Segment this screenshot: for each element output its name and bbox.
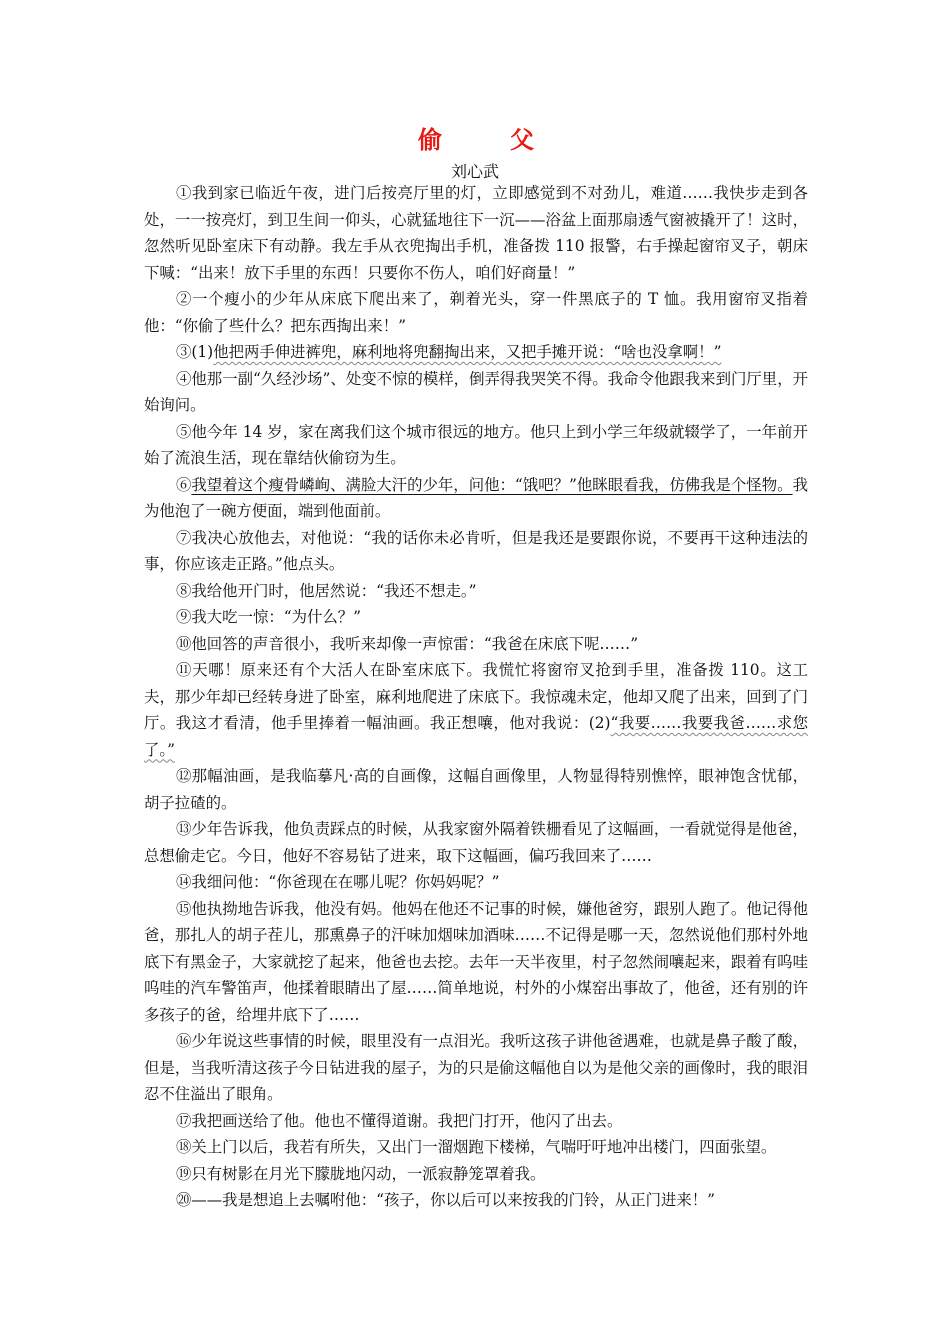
paragraph-2: ②一个瘦小的少年从床底下爬出来了，剃着光头，穿一件黑底子的 T 恤。我用窗帘叉指着他：“你偷了些什么？把东西掏出来！” <box>144 290 808 335</box>
paragraph-4: ④他那一副“久经沙场”、处变不惊的模样，倒弄得我哭笑不得。我命令他跟我来到门厅里，开始询问。 <box>144 369 808 414</box>
paragraph-7: ⑦我决心放他去，对他说：“我的话你未必肯听，但是我还是要跟你说，不要再干这种违法的事，你应该走正路。”他点头。 <box>144 528 808 573</box>
paragraph-14: ⑭我细问他：“你爸现在在哪儿呢？你妈妈呢？” <box>176 873 500 891</box>
paragraph-17: ⑰我把画送给了他。他也不懂得道谢。我把门打开，他闪了出去。 <box>176 1111 623 1130</box>
paragraph-6 <box>144 472 808 525</box>
underlined-sentence: 我望着这个瘦骨嶙峋、满脸大汗的少年，问他：“饿吧？”他眯眼看我，仿佛我是个怪物。 <box>191 475 793 494</box>
paragraph-6-rest: 我为他泡了一碗方便面，端到他面前。 <box>144 475 808 520</box>
paragraph-3 <box>144 339 808 366</box>
article-body <box>144 180 808 1214</box>
paragraph-10: ⑩他回答的声音很小，我听来却像一声惊雷：“我爸在床底下呢……” <box>176 634 639 653</box>
paragraph-19: ⑲只有树影在月光下朦胧地闪动，一派寂静笼罩着我。 <box>176 1164 546 1183</box>
paragraph-15: ⑮他执拗地告诉我，他没有妈。他妈在他还不记事的时候，嫌他爸穷，跟别人跑了。他记得他爸，那扎人的胡子茬儿，那熏鼻子的汗味加烟味加酒味……不记得是哪一天，忽然说他们那村外地底下有黑金子，大家就挖了起来，他爸也去挖。去年一天半夜里，村子忽然闹嚷起来，跟着有呜哇呜哇的汽车警笛声，他揉着眼睛出了屋……简单地说，村外的小煤窑出事故了，他爸，还有别的许多孩子的爸，给埋井底下了…… <box>144 899 808 1024</box>
paragraph-18: ⑱关上门以后，我若有所失，又出门一溜烟跑下楼梯，气喘吁吁地冲出楼门，四面张望。 <box>176 1138 777 1156</box>
paragraph-3-prefix: ③(1) <box>176 343 214 361</box>
article-author: 刘心武 <box>450 162 499 181</box>
paragraph-11-text: ⑪天哪！原来还有个大活人在卧室床底下。我慌忙将窗帘叉抢到手里，准备拨 110。这工夫，那少年却已经转身进了卧室，麻利地爬进了床底下。我惊魂未定，他却又爬了出来，回到了门厅。我这才看清，他手里捧着一幅油画。我正想嚷，他对我说：(2) <box>144 661 808 732</box>
paragraph-8: ⑧我给他开门时，他居然说：“我还不想走。” <box>176 581 477 600</box>
paragraph-5: ⑤他今年 14 岁，家在离我们这个城市很远的地方。他只上到小学三年级就辍学了，一年前开始了流浪生活，现在靠结伙偷窃为生。 <box>144 422 808 467</box>
paragraph-11 <box>144 657 808 763</box>
paragraph-20: ⑳——我是想追上去嘱咐他：“孩子，你以后可以来按我的门铃，从正门进来！” <box>176 1191 716 1209</box>
paragraph-6-prefix: ⑥ <box>176 475 192 494</box>
paragraph-13: ⑬少年告诉我，他负责踩点的时候，从我家窗外隔着铁栅看见了这幅画，一看就觉得是他爸，总想偷走它。今日，他好不容易钻了进来，取下这幅画，偏巧我回来了…… <box>144 820 808 865</box>
wavy-underlined-sentence-2: “我要……我要我爸……求您了。” <box>144 714 808 759</box>
paragraph-1: ①我到家已临近午夜，进门后按亮厅里的灯，立即感觉到不对劲儿，难道……我快步走到各处，一一按亮灯，到卫生间一仰头，心就猛地往下一沉——浴盆上面那扇透气窗被撬开了！这时，忽然听见卧室床下有动静。我左手从衣兜掏出手机，准备拨 110 报警，右手操起窗帘叉子，朝床下喊：“出来！放下手里的东西！只要你不伤人，咱们好商量！” <box>144 184 808 282</box>
article-title: 偷 父 <box>418 125 556 154</box>
paragraph-16: ⑯少年说这些事情的时候，眼里没有一点泪光。我听这孩子讲他爸遇难，也就是鼻子酸了酸，但是，当我听清这孩子今日钻进我的屋子，为的只是偷这幅他自以为是他父亲的画像时，我的眼泪忍不住溢出了眼角。 <box>144 1032 808 1103</box>
paragraph-12: ⑫那幅油画，是我临摹凡·高的自画像，这幅自画像里，人物显得特别憔悴，眼神饱含忧郁，胡子拉碴的。 <box>144 767 808 812</box>
wavy-underlined-sentence-1: 他把两手伸进裤兜，麻利地将兜翻掏出来，又把手摊开说：“啥也没拿啊！” <box>213 343 722 361</box>
paragraph-9: ⑨我大吃一惊：“为什么？” <box>176 608 362 626</box>
